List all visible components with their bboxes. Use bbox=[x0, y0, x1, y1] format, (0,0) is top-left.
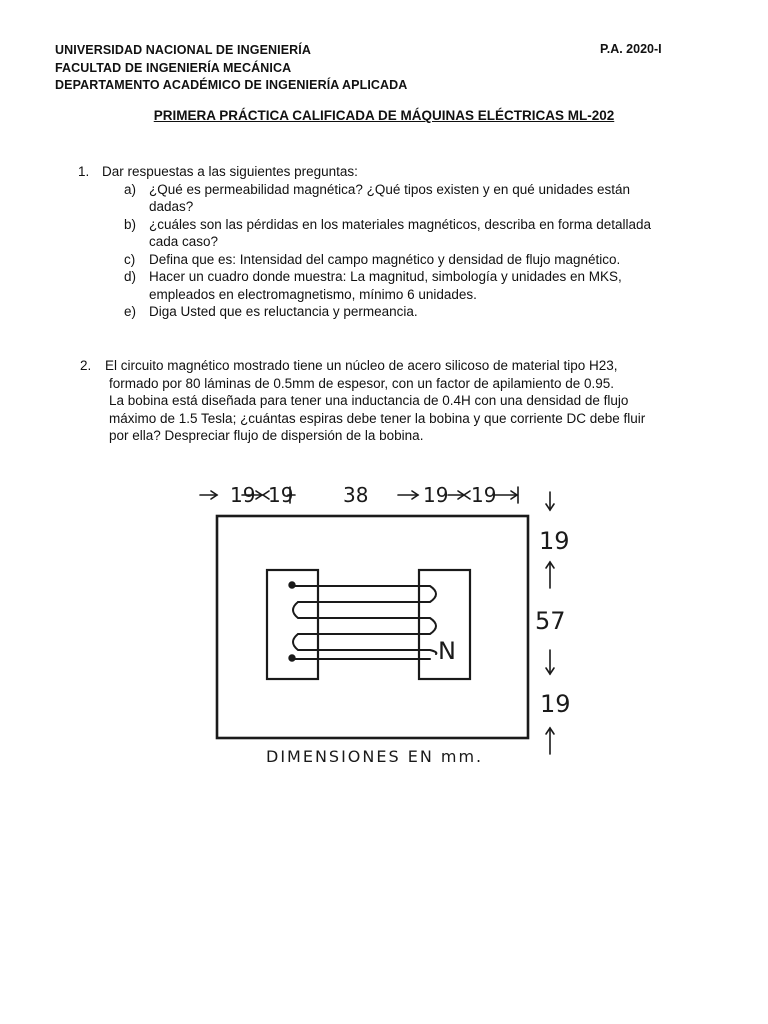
item-text: Defina que es: Intensidad del campo magnético y densidad de flujo magnético. bbox=[149, 251, 621, 267]
terminal-dot bbox=[289, 582, 295, 588]
faculty-name: FACULTAD DE INGENIERÍA MECÁNICA bbox=[55, 60, 292, 75]
question-2-text: por ella? Despreciar flujo de dispersión de la bobina. bbox=[109, 428, 424, 443]
magnetic-circuit-drawing bbox=[180, 474, 580, 780]
question-2-text: máximo de 1.5 Tesla; ¿cuántas espiras debe tener la bobina y que corriente DC debe fluir bbox=[109, 410, 646, 426]
top-dim-label: 38 bbox=[343, 483, 369, 507]
terminal-dot bbox=[289, 655, 295, 661]
item-letter: e) bbox=[124, 304, 137, 319]
academic-period: P.A. 2020-I bbox=[600, 42, 662, 56]
item-text: ¿cuáles son las pérdidas en los materiales magnéticos, describa en forma detallada bbox=[149, 216, 652, 232]
top-dim-label: 19 bbox=[471, 483, 497, 507]
top-dim-label: 19 bbox=[423, 483, 449, 507]
figure-caption: DIMENSIONES EN mm. bbox=[266, 747, 484, 766]
question-1-intro: Dar respuestas a las siguientes preguntas: bbox=[102, 164, 358, 179]
department-name: DEPARTAMENTO ACADÉMICO DE INGENIERÍA APLICADA bbox=[55, 78, 408, 92]
question-2-text: formado por 80 láminas de 0.5mm de espesor, con un factor de apilamiento de 0.95. bbox=[109, 375, 615, 391]
question-2-number: 2. bbox=[80, 358, 92, 373]
list-item bbox=[78, 268, 678, 303]
item-letter: c) bbox=[124, 251, 136, 267]
question-1-items bbox=[78, 181, 678, 321]
item-text: cada caso? bbox=[149, 234, 219, 249]
institution-header bbox=[55, 42, 407, 95]
list-item bbox=[78, 303, 678, 321]
top-dim-label: 19 bbox=[268, 483, 294, 507]
list-item bbox=[78, 181, 678, 216]
question-2-text: La bobina está diseñada para tener una inductancia de 0.4H con una densidad de flujo bbox=[109, 393, 629, 408]
item-letter: a) bbox=[124, 181, 137, 197]
question-1 bbox=[78, 163, 678, 321]
side-dim-label: 19 bbox=[540, 690, 571, 718]
question-2 bbox=[80, 357, 680, 445]
item-text: empleados en electromagnetismo, mínimo 6 unidades. bbox=[149, 286, 477, 302]
university-name: UNIVERSIDAD NACIONAL DE INGENIERÍA bbox=[55, 43, 311, 57]
exam-title: PRIMERA PRÁCTICA CALIFICADA DE MÁQUINAS ELÉCTRICAS ML-202 bbox=[153, 108, 615, 123]
item-letter: b) bbox=[124, 216, 137, 232]
item-text: Diga Usted que es reluctancia y permeancia. bbox=[149, 304, 418, 319]
item-text: ¿Qué es permeabilidad magnética? ¿Qué tipos existen y en qué unidades están bbox=[149, 181, 631, 197]
item-letter: d) bbox=[124, 269, 137, 284]
coil-winding bbox=[290, 584, 436, 659]
top-dim-label: 19 bbox=[230, 483, 256, 507]
core-outer-outline bbox=[217, 516, 528, 738]
side-dim-label: 57 bbox=[535, 607, 566, 635]
item-text: dadas? bbox=[149, 199, 194, 214]
list-item bbox=[78, 251, 678, 269]
question-2-text: El circuito magnético mostrado tiene un núcleo de acero silicoso de material tipo H23, bbox=[105, 358, 618, 373]
question-1-number: 1. bbox=[78, 164, 90, 179]
magnetic-circuit-figure bbox=[180, 474, 580, 780]
coil-turns-label: N bbox=[438, 637, 456, 665]
item-text: Hacer un cuadro donde muestra: La magnitud, simbología y unidades en MKS, bbox=[149, 269, 622, 284]
side-dim-label: 19 bbox=[539, 527, 570, 555]
list-item bbox=[78, 216, 678, 251]
